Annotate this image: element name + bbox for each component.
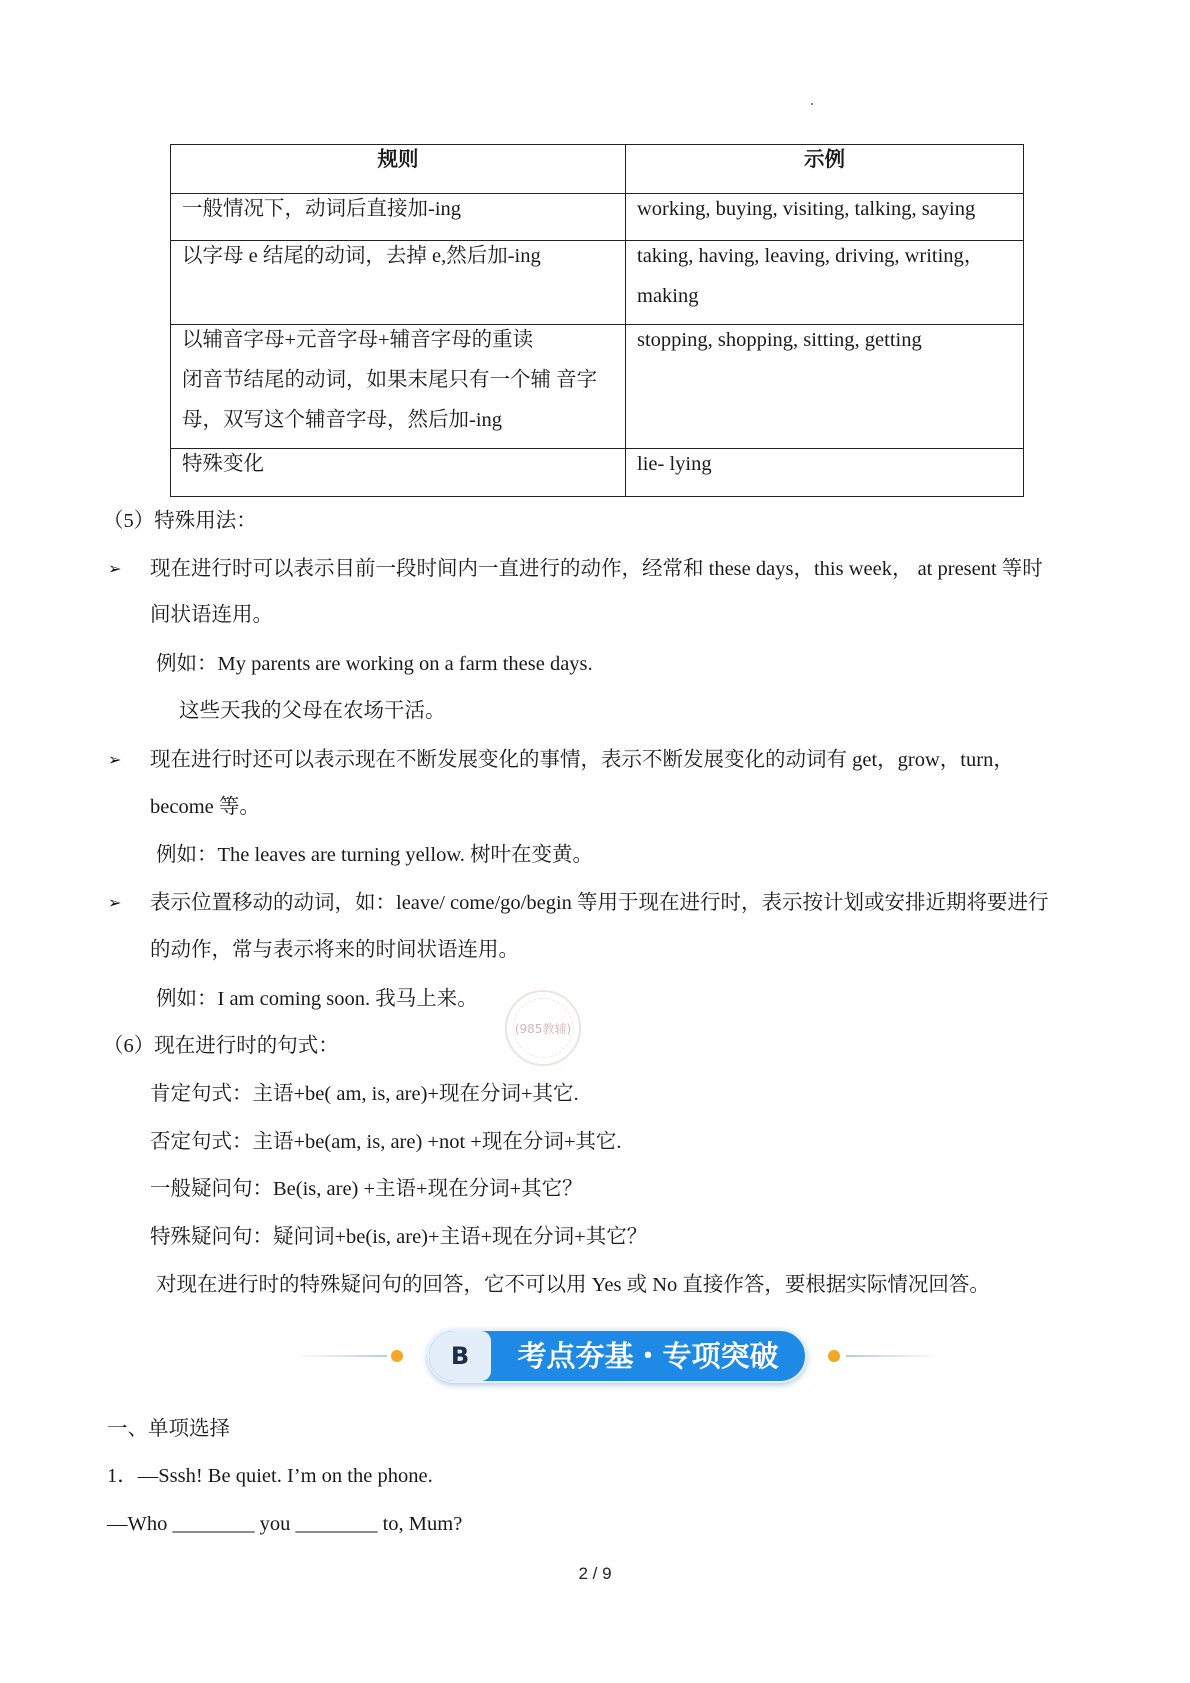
cell-line: taking, having, leaving, driving, writing，: [637, 245, 985, 267]
section-banner: [427, 1329, 807, 1383]
banner-right-dot: [828, 1350, 840, 1362]
bullet-line: 间状语连用。: [150, 604, 273, 626]
table-header-example: [626, 145, 1024, 194]
cell-line: lie- lying: [637, 453, 712, 475]
sentence-pattern: 一般疑问句：Be(is, are) +主语+现在分词+其它？: [150, 1178, 583, 1200]
page-number: 2 / 9: [578, 1564, 612, 1583]
cell-line: working, buying, visiting, talking, saying: [637, 198, 976, 220]
example-sentence: 例如：I am coming soon. 我马上来。: [156, 988, 478, 1010]
table-cell-rule: [171, 449, 626, 497]
table-cell-example: [626, 241, 1024, 325]
seal-text: (985教辅): [514, 1021, 572, 1036]
bullet-line: 表示位置移动的动词，如：leave/ come/go/begin 等用于现在进行时，表示按计划或安排近期将要进行: [150, 892, 1049, 914]
table-row: [171, 325, 1024, 449]
watermark-seal: [505, 990, 581, 1066]
cell-line: 特殊变化: [182, 453, 264, 475]
question-line: —Who ________ you ________ to, Mum?: [107, 1513, 463, 1535]
banner-right-line: [846, 1355, 942, 1357]
sentence-pattern: 否定句式：主语+be(am, is, are) +not +现在分词+其它.: [150, 1131, 622, 1153]
banner-title: 考点夯基・专项突破: [517, 1339, 779, 1373]
page-speck: [811, 103, 813, 105]
table-header-row: [171, 145, 1024, 194]
header-label: 示例: [804, 149, 845, 171]
table-cell-rule: [171, 325, 626, 449]
example-sentence: 例如：My parents are working on a farm these days.: [156, 653, 593, 675]
cell-line: 一般情况下，动词后直接加-ing: [182, 198, 462, 220]
sentence-pattern: 特殊疑问句：疑问词+be(is, are)+主语+现在分词+其它？: [150, 1226, 648, 1248]
section6-note: 对现在进行时的特殊疑问句的回答，它不可以用 Yes 或 No 直接作答，要根据实际情况回答。: [156, 1274, 990, 1296]
bullet-line: 的动作，常与表示将来的时间状语连用。: [150, 939, 519, 961]
table-cell-example: [626, 449, 1024, 497]
bullet-line: 现在进行时可以表示目前一段时间内一直进行的动作，经常和 these days，this week， at present 等时: [150, 558, 1043, 580]
cell-line: 以字母 e 结尾的动词，去掉 e,然后加-ing: [182, 245, 541, 267]
section5-title: （5）特殊用法：: [103, 510, 257, 532]
arrowhead-bullet-icon: [108, 746, 126, 774]
banner-section-letter: B: [429, 1331, 491, 1381]
cell-line: stopping, shopping, sitting, getting: [637, 329, 922, 351]
arrowhead-bullet-icon: [108, 555, 126, 583]
question-line: 1．—Sssh! Be quiet. I’m on the phone.: [107, 1465, 433, 1487]
header-label: 规则: [377, 149, 419, 171]
section6-title: （6）现在进行时的句式：: [103, 1035, 339, 1057]
table-cell-rule: [171, 194, 626, 241]
exercise-heading: 一、单项选择: [107, 1418, 230, 1440]
ing-rules-table: [170, 144, 1024, 497]
arrowhead-bullet-icon: [108, 889, 126, 917]
table-row: [171, 194, 1024, 241]
sentence-pattern: 肯定句式：主语+be( am, is, are)+现在分词+其它.: [150, 1083, 579, 1105]
example-translation: 这些天我的父母在农场干活。: [179, 700, 446, 722]
table-cell-example: [626, 194, 1024, 241]
cell-line: 以辅音字母+元音字母+辅音字母的重读: [182, 329, 534, 351]
banner-left-dot: [391, 1350, 403, 1362]
table-cell-example: [626, 325, 1024, 449]
table-cell-rule: [171, 241, 626, 325]
example-sentence: 例如：The leaves are turning yellow. 树叶在变黄。: [156, 844, 594, 866]
bullet-line: become 等。: [150, 796, 260, 818]
table-row: [171, 241, 1024, 325]
banner-left-line: [293, 1355, 387, 1357]
cell-line: making: [637, 285, 699, 307]
bullet-line: 现在进行时还可以表示现在不断发展变化的事情，表示不断发展变化的动词有 get，grow，turn，: [150, 749, 1014, 771]
table-header-rule: [171, 145, 626, 194]
cell-line: 母，双写这个辅音字母，然后加-ing: [182, 409, 503, 431]
cell-line: 闭音节结尾的动词，如果末尾只有一个辅 音字: [182, 369, 598, 391]
table-row: [171, 449, 1024, 497]
